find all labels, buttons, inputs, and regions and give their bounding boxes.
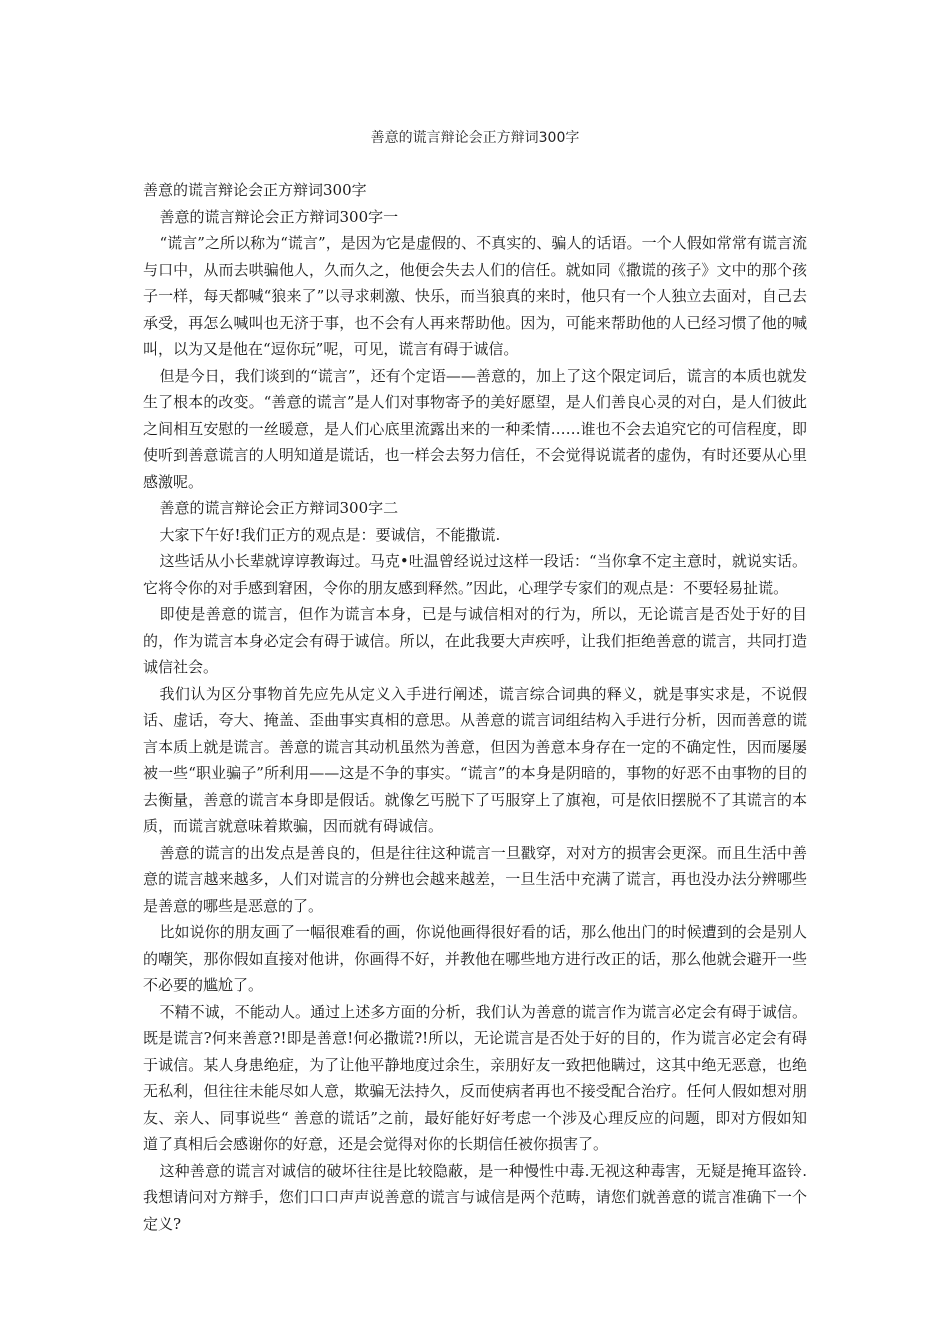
paragraph: 不精不诚，不能动人。通过上述多方面的分析，我们认为善意的谎言作为谎言必定会有碍于诚信。既是谎言?何来善意?!即是善意!何必撒谎?!所以，无论谎言是否处于好的目的，作为谎言必定会有碍于诚信。某人身患绝症，为了让他平静地度过余生，亲朋好友一致把他瞒过，这其中绝无恶意，也绝无私利，但往往未能尽如人意，欺骗无法持久，反而使病者再也不接受配合治疗。任何人假如想对朋友、亲人、同事说些“ 善意的谎话”之前，最好能好好考虑一个涉及心理反应的问题，即对方假如知道了真相后会感谢你的好意，还是会觉得对你的长期信任被你损害了。 bbox=[143, 1002, 807, 1153]
section-1-title: 善意的谎言辩论会正方辩词300字一 bbox=[159, 207, 399, 226]
paragraph: 这种善意的谎言对诚信的破坏往往是比较隐蔽，是一种慢性中毒.无视这种毒害，无疑是掩耳盗铃.我想请问对方辩手，您们口口声声说善意的谎言与诚信是两个范畴，请您们就善意的谎言准确下一个定义? bbox=[143, 1161, 807, 1233]
paragraph: 比如说你的朋友画了一幅很难看的画，你说他画得很好看的话，那么他出门的时候遭到的会是别人的嘲笑，那你假如直接对他讲，你画得不好，并教他在哪些地方进行改正的话，那么他就会避开一些不必要的尴尬了。 bbox=[143, 923, 807, 994]
paragraph: 即使是善意的谎言，但作为谎言本身，已是与诚信相对的行为，所以，无论谎言是否处于好的目的，作为谎言本身必定会有碍于诚信。所以，在此我要大声疾呼，让我们拒绝善意的谎言，共同打造诚信社会。 bbox=[143, 605, 807, 676]
body-title: 善意的谎言辩论会正方辩词300字 bbox=[143, 181, 367, 199]
paragraph: 我们认为区分事物首先应先从定义入手进行阐述，谎言综合词典的释义，就是事实求是，不说假话、虚话，夸大、掩盖、歪曲事实真相的意思。从善意的谎言词组结构入手进行分析，因而善意的谎言本质上就是谎言。善意的谎言其动机虽然为善意，但因为善意本身存在一定的不确定性，因而屡屡被一些“职业骗子”所利用——这是不争的事实。“谎言”的本身是阴暗的，事物的好恶不由事物的目的去衡量，善意的谎言本身即是假话。就像乞丐脱下了丐服穿上了旗袍，可是依旧摆脱不了其谎言的本质，而谎言就意味着欺骗，因而就有碍诚信。 bbox=[143, 684, 807, 835]
paragraph: 善意的谎言的出发点是善良的，但是往往这种谎言一旦戳穿，对对方的损害会更深。而且生活中善意的谎言越来越多，人们对谎言的分辨也会越来越差，一旦生活中充满了谎言，再也没办法分辨哪些是善意的哪些是恶意的了。 bbox=[143, 843, 807, 915]
document-body bbox=[143, 177, 807, 1237]
section-2-title: 善意的谎言辩论会正方辩词300字二 bbox=[159, 499, 399, 517]
page-header-title: 善意的谎言辩论会正方辩词300字 bbox=[370, 130, 580, 146]
paragraph: 这些话从小长辈就谆谆教诲过。马克•吐温曾经说过这样一段话：“当你拿不定主意时，就说实话。它将令你的对手感到窘困，令你的朋友感到释然。”因此，心理学专家们的观点是：不要轻易扯谎。 bbox=[143, 552, 807, 597]
paragraph: 大家下午好!我们正方的观点是：要诚信，不能撒谎. bbox=[159, 525, 501, 544]
paragraph: 但是今日，我们谈到的“谎言”，还有个定语——善意的，加上了这个限定词后，谎言的本质也就发生了根本的改变。“善意的谎言”是人们对事物寄予的美好愿望，是人们善良心灵的对白，是人们彼此之间相互安慰的一丝暖意，是人们心底里流露出来的一种柔情……谁也不会去追究它的可信程度，即使听到善意谎言的人明知道是谎话，也一样会去努力信任，不会觉得说谎者的虚伪，有时还要从心里感激呢。 bbox=[143, 366, 807, 491]
paragraph: “谎言”之所以称为“谎言”，是因为它是虚假的、不真实的、骗人的话语。一个人假如常常有谎言流与口中，从而去哄骗他人，久而久之，他便会失去人们的信任。就如同《撒谎的孩子》文中的那个孩子一样，每天都喊“狼来了”以寻求刺激、快乐，而当狼真的来时，他只有一个人独立去面对，自己去承受，再怎么喊叫也无济于事，也不会有人再来帮助他。因为，可能来帮助他的人已经习惯了他的喊叫，以为又是他在“逗你玩”呢，可见，谎言有碍于诚信。 bbox=[143, 234, 807, 358]
